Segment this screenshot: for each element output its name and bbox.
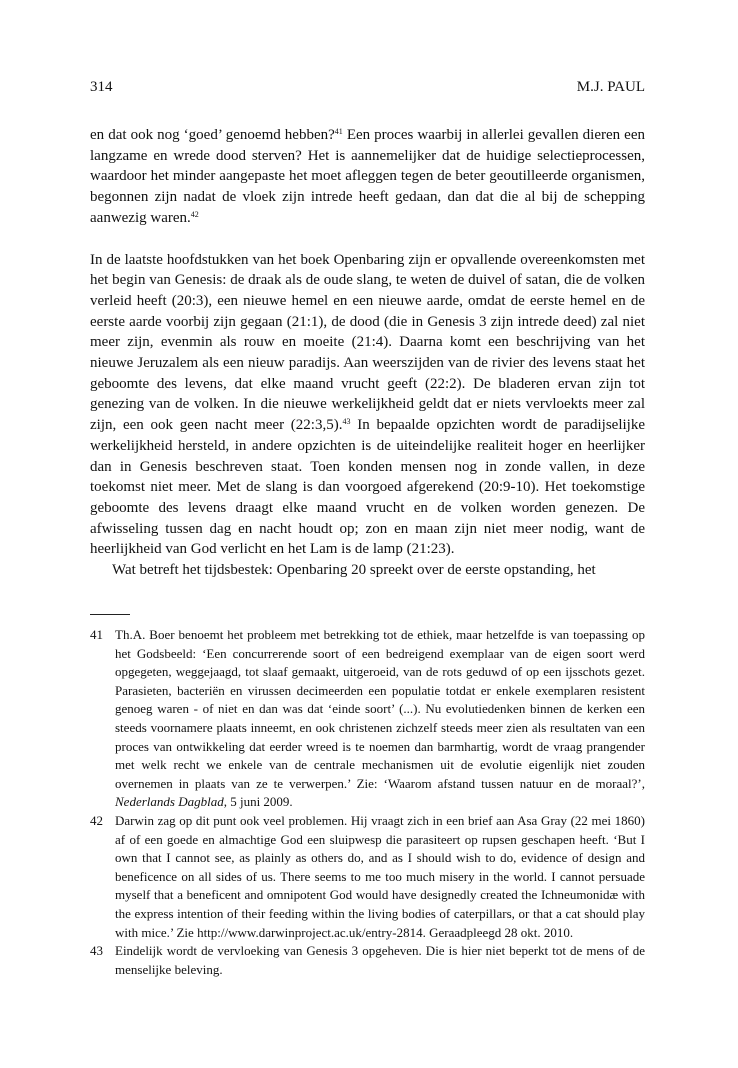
footnote-ref-42[interactable]: 42 — [190, 209, 199, 219]
footnotes — [90, 626, 645, 979]
running-header — [90, 79, 645, 99]
paragraph-3: Wat betreft het tijdsbestek: Openbaring 20 spreekt over de eerste opstanding, het — [112, 562, 596, 579]
paragraph-2: In de laatste hoofdstukken van het boek Openbaring zijn er opvallende overeenkomsten met het begin van Genesis: de draak als de oude slang, te weten de duivel of satan, die de volken verleid heeft (20:3), een nieuwe hemel en een nieuwe aarde, omdat de eerste hemel en de eerste aarde voorbij zijn gegaan (21:1), de dood (die in Genesis 3 zijn intrede deed) zal niet meer zijn, evenmin als rouw en moeite (21:4). Daarna komt een beschrijving van het nieuwe Jeruzalem als een nieuw paradijs. Aan weerszijden van de rivier des levens staat het geboomte des levens, dat elke maand vrucht geeft (22:2). De bladeren ervan zijn tot genezing van de volken. In die nieuwe werkelijkheid geldt dat er niets vervloekts meer zal zijn, een ook geen nacht meer (22:3,5).$^{43}$ In bepaalde opzichten wordt de paradijselijke werkelijkheid hersteld, in andere opzichten is de uiteindelijke realiteit hoger en heerlijker dan in Genesis beschreven staat. Toen konden mensen nog in zonde vallen, in deze toekomst niet meer. Met de slang is dan voorgoed afgerekend (20:9-10). Het toekomstige geboomte des levens draagt elke maand vrucht en de volken worden genezen. De afwisseling tussen dag en nacht houdt op; zon en maan zijn niet meer nodig, want de heerlijkheid van God verlicht en het Lam is de lamp (21:23). — [90, 251, 645, 558]
footnote-ref-43[interactable]: 43 — [342, 417, 351, 427]
footnote-separator — [90, 614, 130, 615]
footnote-43: 43 Eindelijk wordt de vervloeking van Genesis 3 opgeheven. Die is hier niet beperkt tot de mens of de menselijke beleving. — [90, 943, 645, 977]
paragraph-1: en dat ook nog ‘goed’ genoemd hebben?$^{41}$ Een proces waarbij in allerlei gevallen dieren een langzame en wrede dood sterven? Het is aannemelijker dat de huidige selectieprocessen, waardoor het minder aangepaste het moet afleggen tegen de beter geoutilleerde organismen, begonnen zijn nadat de vloek zijn intrede heeft gedaan, dan dat die al bij de schepping aanwezig waren.$^{42}$ — [90, 127, 645, 226]
footnote-42: 42 Darwin zag op dit punt ook veel problemen. Hij vraagt zich in een brief aan Asa Gray (22 mei 1860) af of een goede en almachtige God een sluipwesp die parasiteert op rupsen geschapen heeft. ‘But I own that I cannot see, as plainly as others do, and as I should wish to do, evidence of design and beneficence on all sides of us. There seems to me too much misery in the world. I cannot persuade myself that a beneficent and omnipotent God would have designedly created the Ichneumonidæ with the express intention of their feeding within the living bodies of caterpillars, or that a cat should play with mice.’ Zie http://www.darwinproject.ac.uk/entry-2814. Geraadpleegd 28 okt. 2010. — [90, 812, 645, 940]
footnote-ref-41[interactable]: 41 — [334, 127, 343, 136]
footnote-number: 43 — [90, 943, 103, 959]
footnote-41: 41 Th.A. Boer benoemt het probleem met betrekking tot de ethiek, maar hetzelfde is van toepassing op het Godsbeeld: ‘Een concurrerende soort of een bedreigend exemplaar van de eigen soort werd opgegeten, weggejaagd, tot slaaf gemaakt, uitgeroeid, van de rots geduwd of op een ijsschots gezet. Parasieten, bacteriën en virussen decimeerden een populatie totdat er enkele exemplaren resistent genoeg waren - of niet en dan was dat ‘einde soort’ (...). Nu evolutiedenken binnen de kerken een steeds voornamere plaats inneemt, en ook christenen zichzelf steeds meer zien als resultaten van een proces van ontwikkeling dat eerder wreed is te noemen dan barmhartig, wordt de vraag prangender met welk recht we enkele van de centrale mechanismen uit de evolutie eigenlijk niet zouden overnemen in plaats van ze te verwerpen.’ Zie: ‘Waarom afstand tussen natuur en de moraal?’, Nederlands Dagblad, 5 juni 2009. — [90, 627, 645, 810]
page-number: 314 — [90, 79, 113, 95]
footnote-number: 41 — [90, 627, 103, 642]
footnote-number: 42 — [90, 812, 103, 828]
running-head-author: M.J. PAUL — [576, 79, 645, 95]
main-text — [90, 125, 645, 581]
source-title: Nederlands Dagblad — [115, 794, 224, 810]
